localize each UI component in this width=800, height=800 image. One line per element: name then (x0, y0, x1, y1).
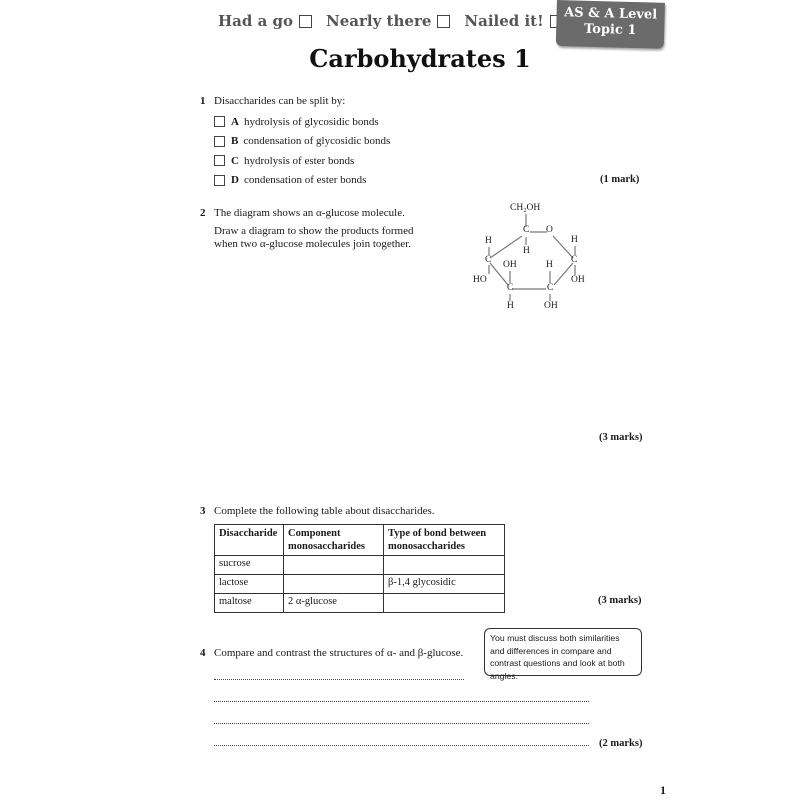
hydroxyl-label: OH (503, 260, 517, 270)
option-text: hydrolysis of ester bonds (243, 154, 355, 167)
progress-label: Nearly there (326, 12, 432, 30)
answer-line[interactable] (214, 723, 589, 724)
progress-tracker (218, 10, 577, 32)
hydrogen-label: H (507, 301, 514, 311)
topic-tab-level: AS & A Level (563, 5, 658, 23)
table-row (215, 594, 505, 613)
carbon-4-label: C (485, 255, 492, 265)
table-header-row (215, 525, 505, 556)
answer-line[interactable] (214, 679, 464, 680)
table-row (215, 556, 505, 575)
progress-nailed-it[interactable] (464, 12, 562, 30)
option-text: hydrolysis of glycosidic bonds (243, 115, 379, 128)
option-checkbox[interactable] (214, 175, 225, 186)
question-instruction: Draw a diagram to show the products formed when two α-glucose molecules join together. (214, 225, 414, 250)
option-checkbox[interactable] (214, 155, 225, 166)
option-c[interactable] (214, 151, 390, 171)
question-number: 1 (200, 95, 206, 107)
page-number: 1 (660, 783, 666, 797)
option-letter: A (231, 115, 239, 128)
table-cell: 2 α-glucose (284, 594, 384, 613)
question-text: The diagram shows an α-glucose molecule. (214, 207, 405, 219)
table-cell-input[interactable] (284, 556, 384, 575)
hydroxyl-label: HO (473, 275, 487, 285)
question-1 (200, 95, 390, 190)
hydrogen-label: H (523, 246, 530, 256)
carbon-1-label: C (571, 255, 578, 265)
hydroxyl-label: OH (544, 301, 558, 311)
carbon-3-label: C (507, 283, 514, 293)
answer-line[interactable] (214, 745, 589, 746)
question-number: 3 (200, 505, 206, 517)
table-cell-input[interactable] (384, 556, 505, 575)
question-text: Complete the following table about disaccharides. (214, 505, 435, 517)
page-title: Carbohydrates 1 (309, 44, 531, 73)
table-cell-input[interactable] (284, 575, 384, 594)
alpha-glucose-diagram (470, 203, 595, 318)
disaccharide-table (214, 524, 505, 613)
topic-tab (556, 0, 665, 49)
progress-label: Nailed it! (464, 12, 544, 30)
progress-label: Had a go (218, 12, 294, 30)
option-d[interactable] (214, 171, 390, 191)
hydrogen-label: H (546, 260, 553, 270)
hydroxyl-label: OH (571, 275, 585, 285)
option-letter: B (231, 135, 239, 148)
exam-tip-box: You must discuss both similarities and differences in compare and contrast questions and look at both angles. (484, 628, 642, 676)
disaccharide-table-wrapper (214, 524, 505, 613)
option-checkbox[interactable] (214, 136, 225, 147)
question-3 (200, 505, 435, 517)
marks-label: (1 mark) (600, 174, 640, 185)
hydrogen-label: H (571, 235, 578, 245)
option-letter: D (231, 174, 239, 187)
option-letter: C (231, 154, 239, 167)
answer-options (214, 112, 390, 190)
table-cell: lactose (215, 575, 284, 594)
table-cell: β-1,4 glycosidic (384, 575, 505, 594)
question-text: Disaccharides can be split by: (214, 95, 346, 107)
table-cell: maltose (215, 594, 284, 613)
ring-oxygen-label: O (546, 225, 553, 235)
hydrogen-label: H (485, 236, 492, 246)
table-cell: sucrose (215, 556, 284, 575)
progress-had-a-go[interactable] (218, 12, 312, 30)
option-checkbox[interactable] (214, 116, 225, 127)
option-text: condensation of ester bonds (243, 174, 367, 187)
carbon-5-label: C (523, 225, 530, 235)
option-b[interactable] (214, 132, 390, 152)
option-a[interactable] (214, 112, 390, 132)
question-number: 4 (200, 647, 206, 659)
topic-tab-topic: Topic 1 (583, 21, 637, 39)
carbon-2-label: C (547, 283, 554, 293)
column-header: Type of bond between monosaccharides (384, 525, 505, 556)
question-number: 2 (200, 207, 206, 219)
ch2oh-label: CH₂OH (510, 203, 541, 213)
table-cell-input[interactable] (384, 594, 505, 613)
column-header: Disaccharide (215, 525, 284, 556)
column-header: Component monosaccharides (284, 525, 384, 556)
progress-checkbox[interactable] (299, 15, 312, 28)
marks-label: (2 marks) (599, 738, 643, 749)
marks-label: (3 marks) (599, 432, 643, 443)
marks-label: (3 marks) (598, 595, 642, 606)
progress-nearly-there[interactable] (326, 12, 450, 30)
answer-line[interactable] (214, 701, 589, 702)
question-text: Compare and contrast the structures of α- and β-glucose. (214, 647, 464, 659)
table-row (215, 575, 505, 594)
question-2 (200, 207, 440, 251)
option-text: condensation of glycosidic bonds (243, 135, 391, 148)
question-4 (200, 647, 463, 659)
progress-checkbox[interactable] (437, 15, 450, 28)
